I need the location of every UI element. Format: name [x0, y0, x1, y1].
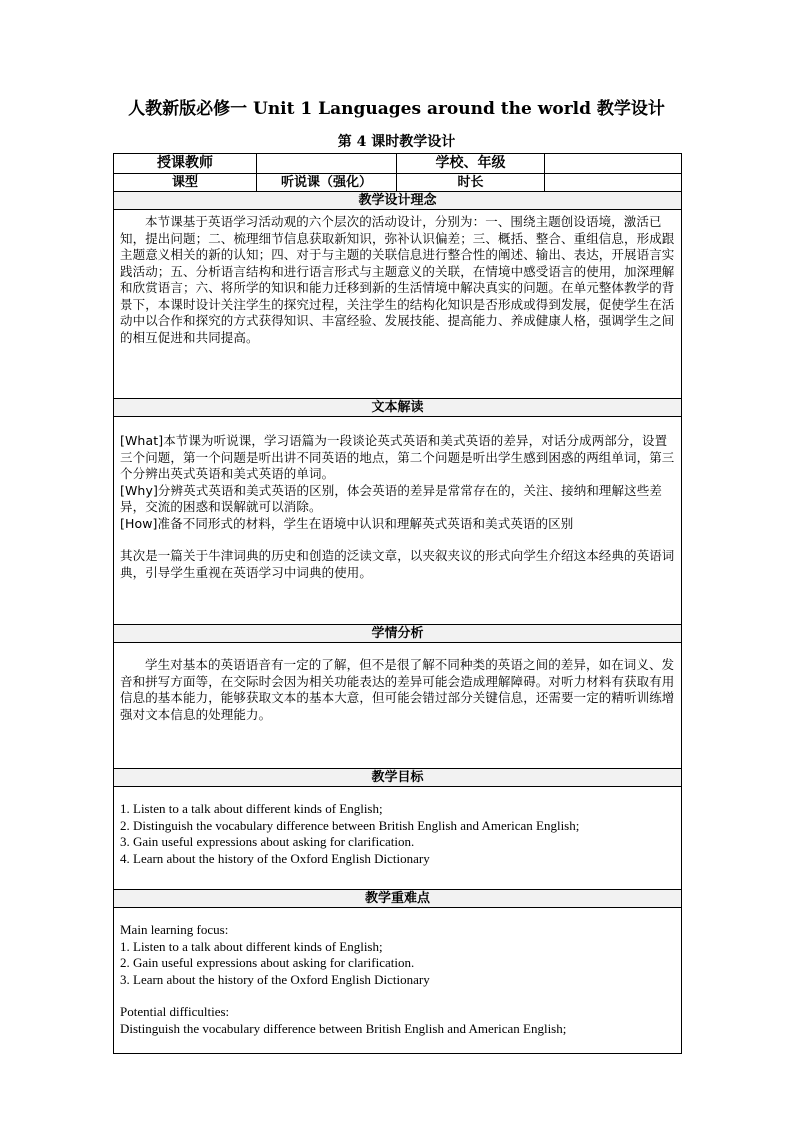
info-row-teacher [114, 154, 682, 174]
focus-item: 1. Listen to a talk about different kinds of English; [120, 938, 383, 954]
section-body-focus [114, 908, 682, 1054]
learner-paragraph: 学生对基本的英语语音有一定的了解，但不是很了解不同种类的英语之间的差异，如在词义、发音和拼写方面等，在交际时会因为相关功能表达的差异可能会造成理解障碍。对听力材料有获取有用信息的基本能力，能够获取文本的基本大意，但可能会错过部分关键信息，还需要一定的精听训练增强对文本信息的处理能力。 [120, 657, 675, 722]
section-concept-body-row [114, 210, 682, 399]
section-body-objectives [114, 787, 682, 890]
teacher-label: 授课教师 [114, 154, 257, 174]
duration-label: 时长 [397, 174, 545, 192]
section-heading-objectives: 教学目标 [114, 769, 682, 787]
focus-item: 3. Learn about the history of the Oxford English Dictionary [120, 971, 430, 987]
school-grade-value [545, 154, 682, 174]
lesson-plan-table [113, 153, 682, 1054]
focus-label: Main learning focus: [120, 922, 229, 937]
focus-item: 2. Gain useful expressions about asking for clarification. [120, 955, 415, 970]
lesson-type-label: 课型 [114, 174, 257, 192]
lesson-type-value: 听说课（强化） [257, 174, 397, 192]
section-heading-text-analysis: 文本解读 [114, 399, 682, 417]
section-text-body-row [114, 417, 682, 625]
section-heading-concept: 教学设计理念 [114, 192, 682, 210]
section-focus-heading-row [114, 890, 682, 908]
school-grade-label: 学校、年级 [397, 154, 545, 174]
section-text-heading-row [114, 399, 682, 417]
text-analysis-why: [Why]分辨英式英语和美式英语的区别，体会英语的差异是常常存在的，关注、接纳和理解这些差异，交流的困惑和误解就可以消除。 [120, 482, 662, 514]
difficulty-label: Potential difficulties: [120, 1004, 230, 1019]
document-title: 人教新版必修一 Unit 1 Languages around the world 教学设计 [128, 99, 665, 119]
section-objectives-body-row [114, 787, 682, 890]
objective-item: 4. Learn about the history of the Oxford English Dictionary [120, 850, 430, 866]
section-body-concept [114, 210, 682, 399]
section-body-text-analysis [114, 417, 682, 625]
paragraph-spacer [120, 532, 675, 548]
info-row-type [114, 174, 682, 192]
objective-item: 3. Gain useful expressions about asking for clarification. [120, 834, 415, 849]
paragraph-spacer [120, 988, 675, 1004]
section-concept-heading-row [114, 192, 682, 210]
teacher-value [257, 154, 397, 174]
text-analysis-what: [What]本节课为听说课，学习语篇为一段谈论英式英语和美式英语的差异，对话分成两部分，设置三个问题，第一个问题是听出讲不同英语的地点，第二个问题是听出学生感到困惑的两组单词，第三个分辨出英式英语和美式英语的单词。 [120, 433, 675, 481]
section-heading-learner: 学情分析 [114, 625, 682, 643]
section-focus-body-row [114, 908, 682, 1054]
duration-value [545, 174, 682, 192]
text-analysis-how: [How]准备不同形式的材料，学生在语境中认识和理解英式英语和美式英语的区别 [120, 515, 574, 531]
section-heading-focus: 教学重难点 [114, 890, 682, 908]
objective-item: 1. Listen to a talk about different kinds of English; [120, 801, 383, 816]
difficulty-text: Distinguish the vocabulary difference between British English and American English; [120, 1020, 567, 1036]
section-objectives-heading-row [114, 769, 682, 787]
section-learner-body-row [114, 643, 682, 769]
lesson-title: 第 4 课时教学设计 [337, 134, 456, 150]
objective-item: 2. Distinguish the vocabulary difference between British English and American English; [120, 817, 580, 833]
section-body-learner [114, 643, 682, 769]
section-learner-heading-row [114, 625, 682, 643]
text-analysis-extra: 其次是一篇关于牛津词典的历史和创造的泛读文章，以夹叙夹议的形式向学生介绍这本经典的英语词典，引导学生重视在英语学习中词典的使用。 [120, 548, 675, 580]
concept-paragraph: 本节课基于英语学习活动观的六个层次的活动设计，分别为：一、围绕主题创设语境，激活已知，提出问题；二、梳理细节信息获取新知识，弥补认识偏差；三、概括、整合、重组信息，形成跟主题意义相关的新的认知；四、对于与主题的关联信息进行整合性的阐述、输出、表达，开展语言实践活动；五、分析语言结构和进行语言形式与主题意义的关联，在情境中感受语言的使用，加深理解和欣赏语言；六、将所学的知识和能力迁移到新的生活情境中解决真实的问题。在单元整体教学的背景下，本课时设计关注学生的探究过程，关注学生的结构化知识是否形成或得到发展，促使学生在活动中以合作和探究的方式获得知识、丰富经验、发展技能、提高能力、养成健康人格，强调学生之间的相互促进和共同提高。 [120, 214, 675, 345]
